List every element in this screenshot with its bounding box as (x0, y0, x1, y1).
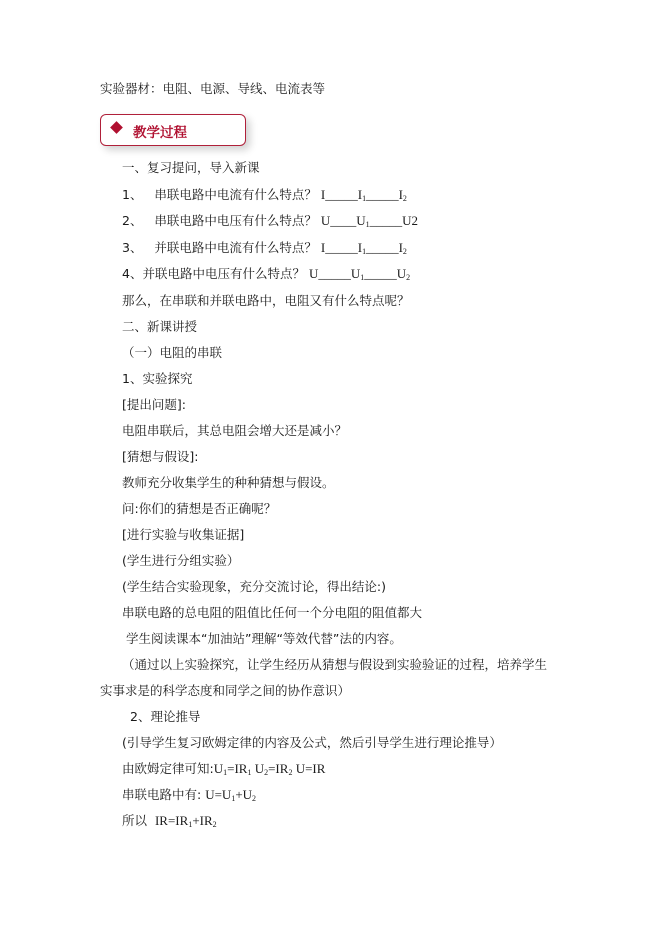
section-banner (100, 114, 246, 146)
experiment-step: [进行实验与收集证据] (122, 527, 245, 542)
question-3: 3、 并联电路中电流有什么特点？ $I\_\_\_\_\_I_1\_\_\_\_\_I_2$ (122, 240, 407, 256)
guide-text: (引导学生复习欧姆定律的内容及公式，然后引导学生进行理论推导） (122, 735, 502, 750)
raise-question-label: [提出问题]: (122, 397, 186, 412)
note-line-2: 实事求是的科学态度和同学之间的协作意识） (100, 683, 351, 698)
note-line-1: （通过以上实验探究，让学生经历从猜想与假设到实验验证的过程，培养学生 (122, 657, 548, 672)
materials-line: 实验器材：电阻、电源、导线、电流表等 (100, 81, 326, 96)
diamond-icon (110, 121, 123, 134)
question-text: 电阻串联后，其总电阻会增大还是减小？ (122, 423, 348, 438)
guess-label: [猜想与假设]: (122, 449, 199, 464)
ask-text: 问:你们的猜想是否正确呢？ (122, 501, 277, 516)
guess-text: 教师充分收集学生的种种猜想与假设。 (122, 475, 335, 490)
group-experiment: (学生进行分组实验） (122, 553, 240, 568)
question-1: 1、 串联电路中电流有什么特点？ $I\_\_\_\_\_I_1\_\_\_\_\_I_2$ (122, 187, 407, 203)
question-2: 2、 串联电路中电压有什么特点？ $U\_\_\_\_U_1\_\_\_\_\_U2$ (122, 213, 419, 229)
discussion: (学生结合实验现象，充分交流讨论，得出结论:) (122, 579, 386, 594)
sub-heading-series: （一）电阻的串联 (122, 345, 223, 360)
ohm-law-line: 由欧姆定律可知$:U_1=IR_1$ $U_2=IR_2$ U=IR (122, 761, 326, 777)
conclusion: 串联电路的总电阻的阻值比任何一个分电阻的阻值都大 (122, 605, 423, 620)
so-formula-line: 所以 $IR=IR_1+IR_2$ (122, 813, 217, 829)
question-4: 4、并联电路中电压有什么特点？ $U\_\_\_\_\_U_1\_\_\_\_\_U_2$ (122, 266, 411, 282)
series-formula-line: 串联电路中有: $U=U_1+U_2$ (122, 787, 257, 803)
section-title: 教学过程 (133, 125, 187, 141)
review-heading: 一、复习提问，导入新课 (122, 160, 260, 175)
transition: 那么，在串联和并联电路中，电阻又有什么特点呢？ (122, 293, 410, 308)
reading-note: 学生阅读课本“加油站”理解“等效代替”法的内容。 (126, 631, 402, 646)
theory-heading: 2、理论推导 (130, 709, 201, 724)
experiment-heading: 1、实验探究 (122, 371, 193, 386)
new-lesson-heading: 二、新课讲授 (122, 319, 198, 334)
